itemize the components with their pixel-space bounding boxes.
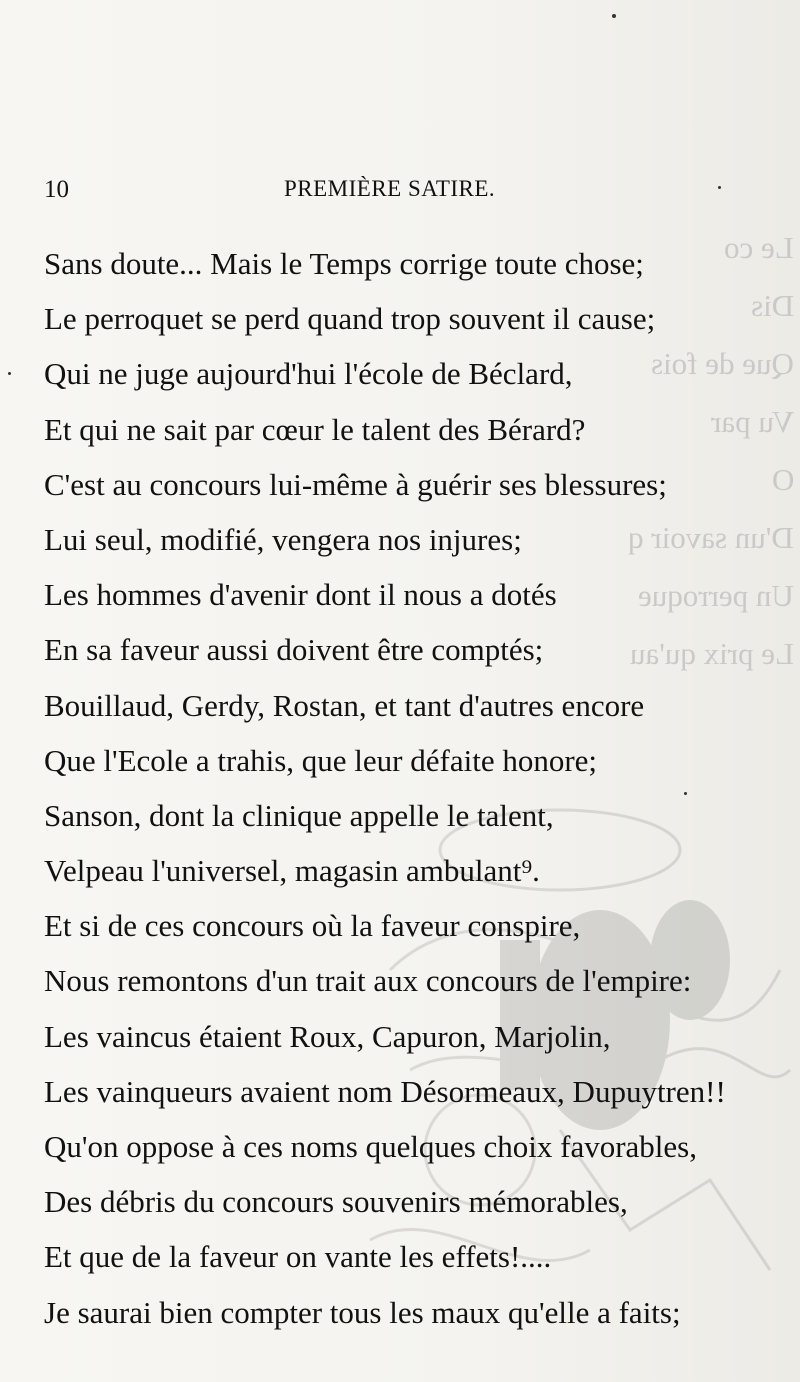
verse-line: C'est au concours lui-même à guérir ses blessures; bbox=[44, 466, 667, 502]
verse-line: Bouillaud, Gerdy, Rostan, et tant d'autres encore bbox=[44, 687, 645, 723]
bleed-line: O bbox=[771, 462, 794, 497]
verse-line: Et que de la faveur on vante les effets!.... bbox=[44, 1239, 552, 1275]
verse-line: Les vaincus étaient Roux, Capuron, Marjolin, bbox=[44, 1018, 611, 1054]
page-number: 10 bbox=[44, 176, 69, 203]
verse-line: Les hommes d'avenir dont il nous a dotés bbox=[44, 577, 557, 613]
verse-line: Sanson, dont la clinique appelle le talent, bbox=[44, 797, 554, 833]
bleed-line: Vu par bbox=[710, 404, 794, 439]
verse-line: Sans doute... Mais le Temps corrige toute chose; bbox=[44, 246, 644, 281]
verse-line: Je saurai bien compter tous les maux qu'elle a faits; bbox=[44, 1294, 681, 1330]
verse-line: Qui ne juge aujourd'hui l'école de Béclard, bbox=[44, 356, 573, 392]
verse-line: Et qui ne sait par cœur le talent des Bérard? bbox=[44, 411, 586, 447]
bleed-line: Le prix qu'au bbox=[630, 636, 794, 671]
verse-line: Que l'Ecole a trahis, que leur défaite honore; bbox=[44, 742, 598, 778]
bleed-line: Le co bbox=[724, 230, 794, 265]
bleed-line: D'un savoir q bbox=[628, 520, 794, 555]
verse-line: Lui seul, modifié, vengera nos injures; bbox=[44, 521, 522, 557]
bleed-line: Que de fois bbox=[651, 346, 794, 381]
verse-text bbox=[44, 236, 800, 1340]
verse-line: Le perroquet se perd quand trop souvent il cause; bbox=[44, 301, 656, 337]
bleed-line: Dis bbox=[750, 288, 794, 323]
verse-line: En sa faveur aussi doivent être comptés; bbox=[44, 632, 544, 668]
page-header bbox=[0, 170, 800, 210]
verse-line: Les vainqueurs avaient nom Désormeaux, Dupuytren!! bbox=[44, 1073, 726, 1109]
bleed-line: Un perroque bbox=[638, 578, 794, 613]
ink-speck bbox=[612, 14, 616, 18]
ink-speck bbox=[8, 372, 11, 375]
verse-line: Et si de ces concours où la faveur conspire, bbox=[44, 908, 581, 944]
verse-line: Qu'on oppose à ces noms quelques choix favorables, bbox=[44, 1129, 697, 1164]
running-head: PREMIÈRE SATIRE. bbox=[284, 176, 496, 201]
verse-line: Velpeau l'universel, magasin ambulant⁹. bbox=[44, 853, 540, 889]
verse-line: Nous remontons d'un trait aux concours de l'empire: bbox=[44, 963, 692, 999]
verse-line: Des débris du concours souvenirs mémorables, bbox=[44, 1184, 628, 1220]
